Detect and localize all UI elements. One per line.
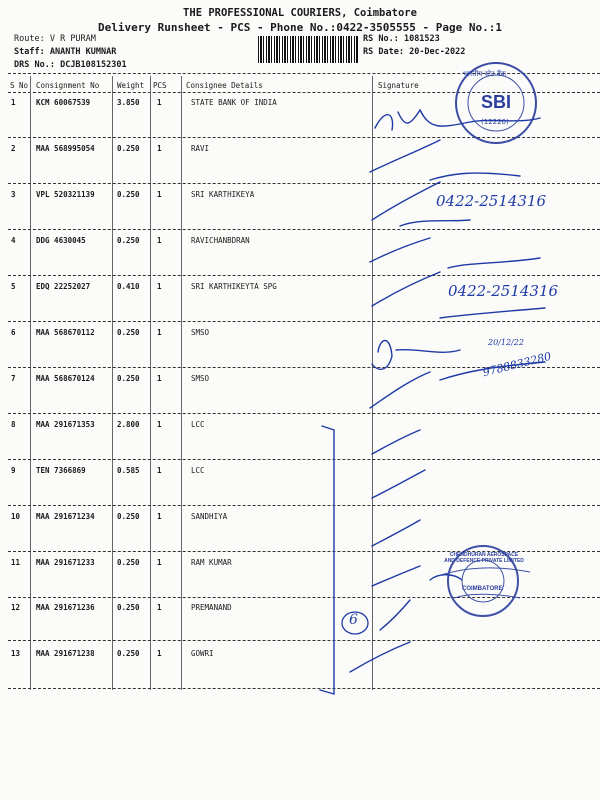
row-sno: 1 [11, 98, 16, 107]
row-consignment: MAA 291671238 [36, 649, 95, 658]
row-consignee: PREMANAND [191, 603, 232, 612]
row-consignee: LCC [191, 466, 205, 475]
row-pcs: 1 [157, 420, 162, 429]
sbi-stamp-code: (12220) [481, 118, 509, 126]
sbi-stamp-logo: SBI [481, 92, 512, 112]
row-consignment: VPL 520321139 [36, 190, 95, 199]
row-consignment: MAA 291671233 [36, 558, 95, 567]
handwritten-phone-2: 0422-2514316 [448, 282, 559, 300]
sbi-stamp-hindi: भारतीय स्टेट बैंक [463, 70, 507, 78]
row-pcs: 1 [157, 512, 162, 521]
col-header-consignee: Consignee Details [186, 81, 263, 90]
row-sno: 9 [11, 466, 16, 475]
row-consignee: LCC [191, 420, 205, 429]
row-pcs: 1 [157, 374, 162, 383]
row-weight: 0.250 [117, 190, 140, 199]
row-consignee: RAM KUMAR [191, 558, 232, 567]
row-consignee: RAVICHANBDRAN [191, 236, 250, 245]
signature-row-12 [380, 600, 410, 630]
col-header-sno: S No [10, 81, 29, 90]
row-consignment: MAA 291671353 [36, 420, 95, 429]
row-weight: 0.250 [117, 649, 140, 658]
row-weight: 0.250 [117, 144, 140, 153]
row-pcs: 1 [157, 649, 162, 658]
row-weight: 0.250 [117, 512, 140, 521]
row-pcs: 1 [157, 190, 162, 199]
signature-row-4 [370, 238, 430, 262]
drs-value: DCJB108152301 [60, 60, 127, 70]
company-seal-city: COIMBATORE [462, 586, 503, 592]
company-seal-name: CHENDHURAN AEROSPACE AND DEFENCE PRIVATE LIMITED [444, 552, 524, 564]
route-value: V R PURAM [49, 34, 96, 44]
row-consignment: TEN 7366869 [36, 466, 86, 475]
row-sno: 8 [11, 420, 16, 429]
row-consignee: RAVI [191, 144, 210, 153]
row-consignment: KCM 60067539 [36, 98, 91, 107]
col-header-consignment: Consignment No [36, 81, 100, 90]
row-weight: 0.585 [117, 466, 140, 475]
row-consignment: MAA 568670112 [36, 328, 95, 337]
row-sno: 11 [11, 558, 21, 567]
row-weight: 0.410 [117, 282, 140, 291]
signature-row-9 [372, 470, 425, 498]
row-consignee: GOWRI [191, 649, 214, 658]
row-sno: 10 [11, 512, 21, 521]
route-label: Route: [14, 34, 45, 44]
row-pcs: 1 [157, 236, 162, 245]
document-subtitle: Delivery Runsheet - PCS - Phone No.:0422-3505555 - Page No.:1 [98, 21, 502, 34]
rs-no-value: 1081523 [403, 34, 440, 44]
signature-row-13 [350, 642, 410, 672]
drs-label: DRS No.: [14, 60, 55, 70]
row-sno: 5 [11, 282, 16, 291]
rs-date-value: 20-Dec-2022 [409, 47, 466, 57]
row-consignment: MAA 568670124 [36, 374, 95, 383]
signature-row-10 [372, 520, 420, 546]
row-consignment: MAA 291671236 [36, 603, 95, 612]
row-consignment: EDQ 22252027 [36, 282, 91, 291]
row-sno: 3 [11, 190, 16, 199]
row-sno: 2 [11, 144, 16, 153]
row-pcs: 1 [157, 328, 162, 337]
row-weight: 0.250 [117, 328, 140, 337]
row-consignment: DDG 4630045 [36, 236, 86, 245]
col-header-pcs: PCS [153, 81, 167, 90]
staff-label: Staff: [14, 47, 45, 57]
row-consignee: SMSO [191, 374, 210, 383]
row-consignee: SRI KARTHIKEYA [191, 190, 255, 199]
staff-value: ANANTH KUMNAR [49, 47, 117, 57]
row-weight: 3.850 [117, 98, 140, 107]
rs-no-label: RS No.: [363, 34, 399, 44]
col-header-signature: Signature [378, 81, 419, 90]
row-weight: 0.250 [117, 374, 140, 383]
row-consignment: MAA 291671234 [36, 512, 95, 521]
row-sno: 7 [11, 374, 16, 383]
row-consignee: SRI KARTHIKEYTA SPG [191, 282, 277, 291]
row-sno: 13 [11, 649, 21, 658]
row-pcs: 1 [157, 603, 162, 612]
row-pcs: 1 [157, 98, 162, 107]
row-consignee: STATE BANK OF INDIA [191, 98, 277, 107]
row-consignee: SANDHIYA [191, 512, 228, 521]
document-title: THE PROFESSIONAL COURIERS, Coimbatore [183, 7, 417, 19]
handwritten-circled-count: 6 [349, 612, 358, 628]
row-weight: 0.250 [117, 558, 140, 567]
row-consignee: SMSO [191, 328, 210, 337]
rs-date-label: RS Date: [363, 47, 404, 57]
row-sno: 6 [11, 328, 16, 337]
handwritten-phone-1: 0422-2514316 [436, 192, 547, 210]
signature-row-2 [370, 140, 520, 180]
row-pcs: 1 [157, 558, 162, 567]
row-weight: 0.250 [117, 236, 140, 245]
row-consignment: MAA 568995054 [36, 144, 95, 153]
row-pcs: 1 [157, 144, 162, 153]
row-weight: 0.250 [117, 603, 140, 612]
signature-row-6 [372, 341, 460, 370]
row-weight: 2.800 [117, 420, 140, 429]
row-pcs: 1 [157, 282, 162, 291]
signature-row-8 [320, 426, 420, 694]
handwritten-date: 20/12/22 [488, 338, 524, 347]
col-header-weight: Weight [117, 81, 145, 90]
row-pcs: 1 [157, 466, 162, 475]
row-sno: 12 [11, 603, 21, 612]
row-sno: 4 [11, 236, 16, 245]
handwritten-phone-3: 9788833280 [481, 349, 553, 380]
